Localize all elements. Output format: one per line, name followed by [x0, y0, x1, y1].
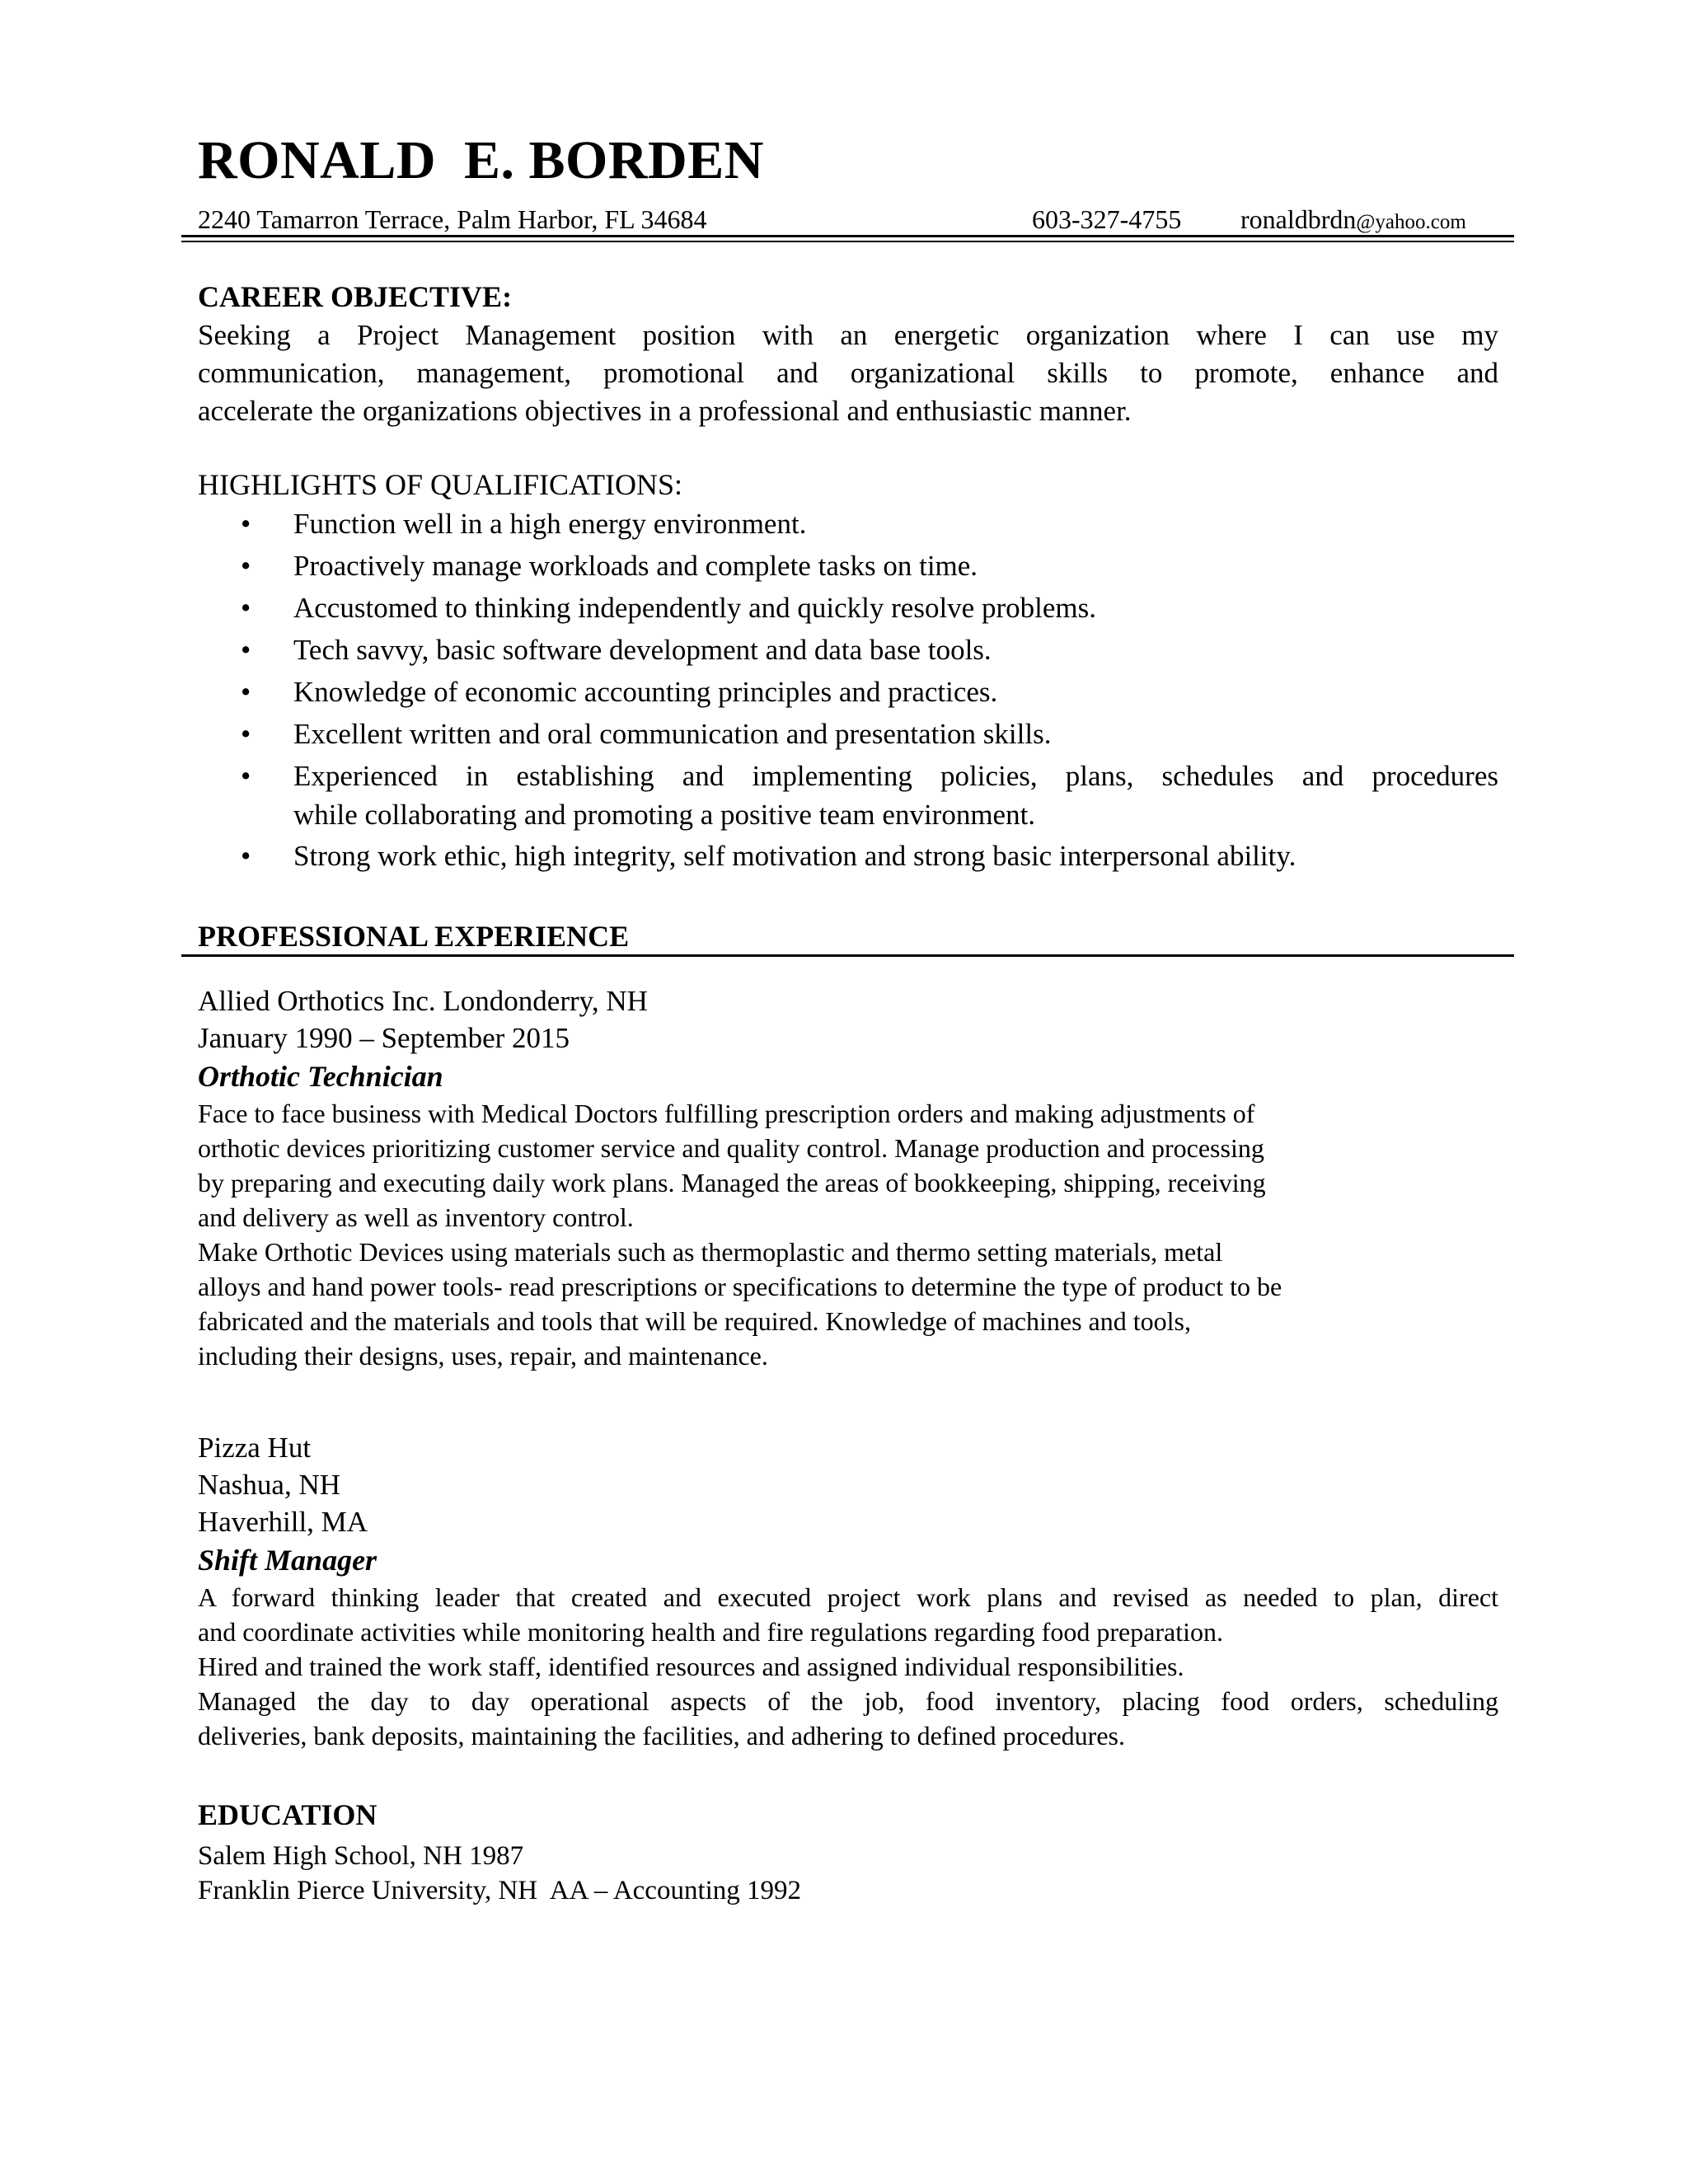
education-entry: Salem High School, NH 1987 — [198, 1841, 524, 1871]
email-domain: @yahoo.com — [1356, 211, 1466, 233]
list-item: • Tech savvy, basic software development and data base tools. — [198, 630, 1498, 670]
job2-title: Shift Manager — [198, 1544, 377, 1577]
bullet-icon: • — [241, 634, 251, 666]
job1-description: Face to face business with Medical Doctors fulfilling prescription orders and making adjustments of orthotic devices prioritizing customer service and quality control. Manage production and processing by preparing and executing daily work plans. Managed the areas of bookkeeping, shipping, receiving and delivery as well as inventory control. Make Orthotic Devices using materials such as thermoplastic and thermo setting materials, metal alloys and hand power tools- read prescriptions or specifications to determine the type of product to be fabricated and the materials and tools that will be required. Knowledge of machines and tools, including their designs, uses, repair, and maintenance. — [198, 1099, 1282, 1371]
objective-text — [198, 316, 1498, 430]
education-heading: EDUCATION — [198, 1798, 377, 1831]
bullet-icon: • — [241, 760, 251, 792]
list-item: • Strong work ethic, high integrity, self motivation and strong basic interpersonal ability. — [198, 837, 1498, 876]
bullet-icon: • — [241, 718, 251, 750]
email-user: ronaldbrdn — [1240, 204, 1357, 234]
job2-location: Nashua, NH — [198, 1469, 341, 1501]
list-item: • Excellent written and oral communication and presentation skills. — [198, 715, 1498, 754]
address: 2240 Tamarron Terrace, Palm Harbor, FL 34684 — [198, 204, 707, 234]
education-entry: Franklin Pierce University, NH AA – Accounting 1992 — [198, 1876, 802, 1905]
list-item: • Accustomed to thinking independently and quickly resolve problems. — [198, 588, 1498, 628]
experience-rule — [181, 954, 1514, 957]
objective-line: Seeking a Project Management position with an energetic organization where I can use my — [198, 319, 1498, 351]
contact-info — [198, 203, 1504, 236]
objective-heading: CAREER OBJECTIVE: — [198, 280, 513, 313]
bullet-icon: • — [241, 840, 251, 872]
list-item: • Knowledge of economic accounting principles and practices. — [198, 673, 1498, 712]
job2-location: Haverhill, MA — [198, 1506, 368, 1538]
job2-description: A forward thinking leader that created and executed project work plans and revised as needed to plan, direct and coordinate activities while monitoring health and fire regulations regarding food preparation. Hired and trained the work staff, identified resources and assigned individual responsibilities. Managed the day to day operational aspects of the job, food inventory, placing food orders, scheduling deliveries, bank deposits, maintaining the facilities, and adhering to defined procedures. — [198, 1582, 1498, 1750]
qualifications-heading: HIGHLIGHTS OF QUALIFICATIONS: — [198, 468, 682, 501]
list-item: • Proactively manage workloads and complete tasks on time. — [198, 546, 1498, 586]
job1-dates: January 1990 – September 2015 — [198, 1022, 570, 1054]
bullet-icon: • — [241, 676, 251, 708]
bullet-icon: • — [241, 508, 251, 540]
header-rule-top — [181, 235, 1514, 237]
email-address — [1240, 203, 1466, 239]
applicant-name: RONALD E. BORDEN — [198, 130, 764, 190]
experience-heading: PROFESSIONAL EXPERIENCE — [198, 920, 630, 953]
objective-line: communication, management, promotional and organizational skills to promote, enhance and — [198, 357, 1498, 389]
phone-number: 603-327-4755 — [1032, 204, 1182, 234]
objective-line: accelerate the organizations objectives in a professional and enthusiastic manner. — [198, 395, 1132, 427]
header-rule-bottom — [181, 241, 1514, 242]
job2-employer: Pizza Hut — [198, 1432, 312, 1464]
job1-employer: Allied Orthotics Inc. Londonderry, NH — [198, 985, 648, 1017]
bullet-icon: • — [241, 592, 251, 624]
list-item: • Experienced in establishing and implementing policies, plans, schedules and procedures while collaborating and promoting a positive team environment. — [198, 757, 1498, 834]
job1-title: Orthotic Technician — [198, 1060, 443, 1093]
bullet-icon: • — [241, 550, 251, 582]
list-item: • Function well in a high energy environment. — [198, 504, 1498, 544]
qualifications-list — [198, 504, 1498, 879]
